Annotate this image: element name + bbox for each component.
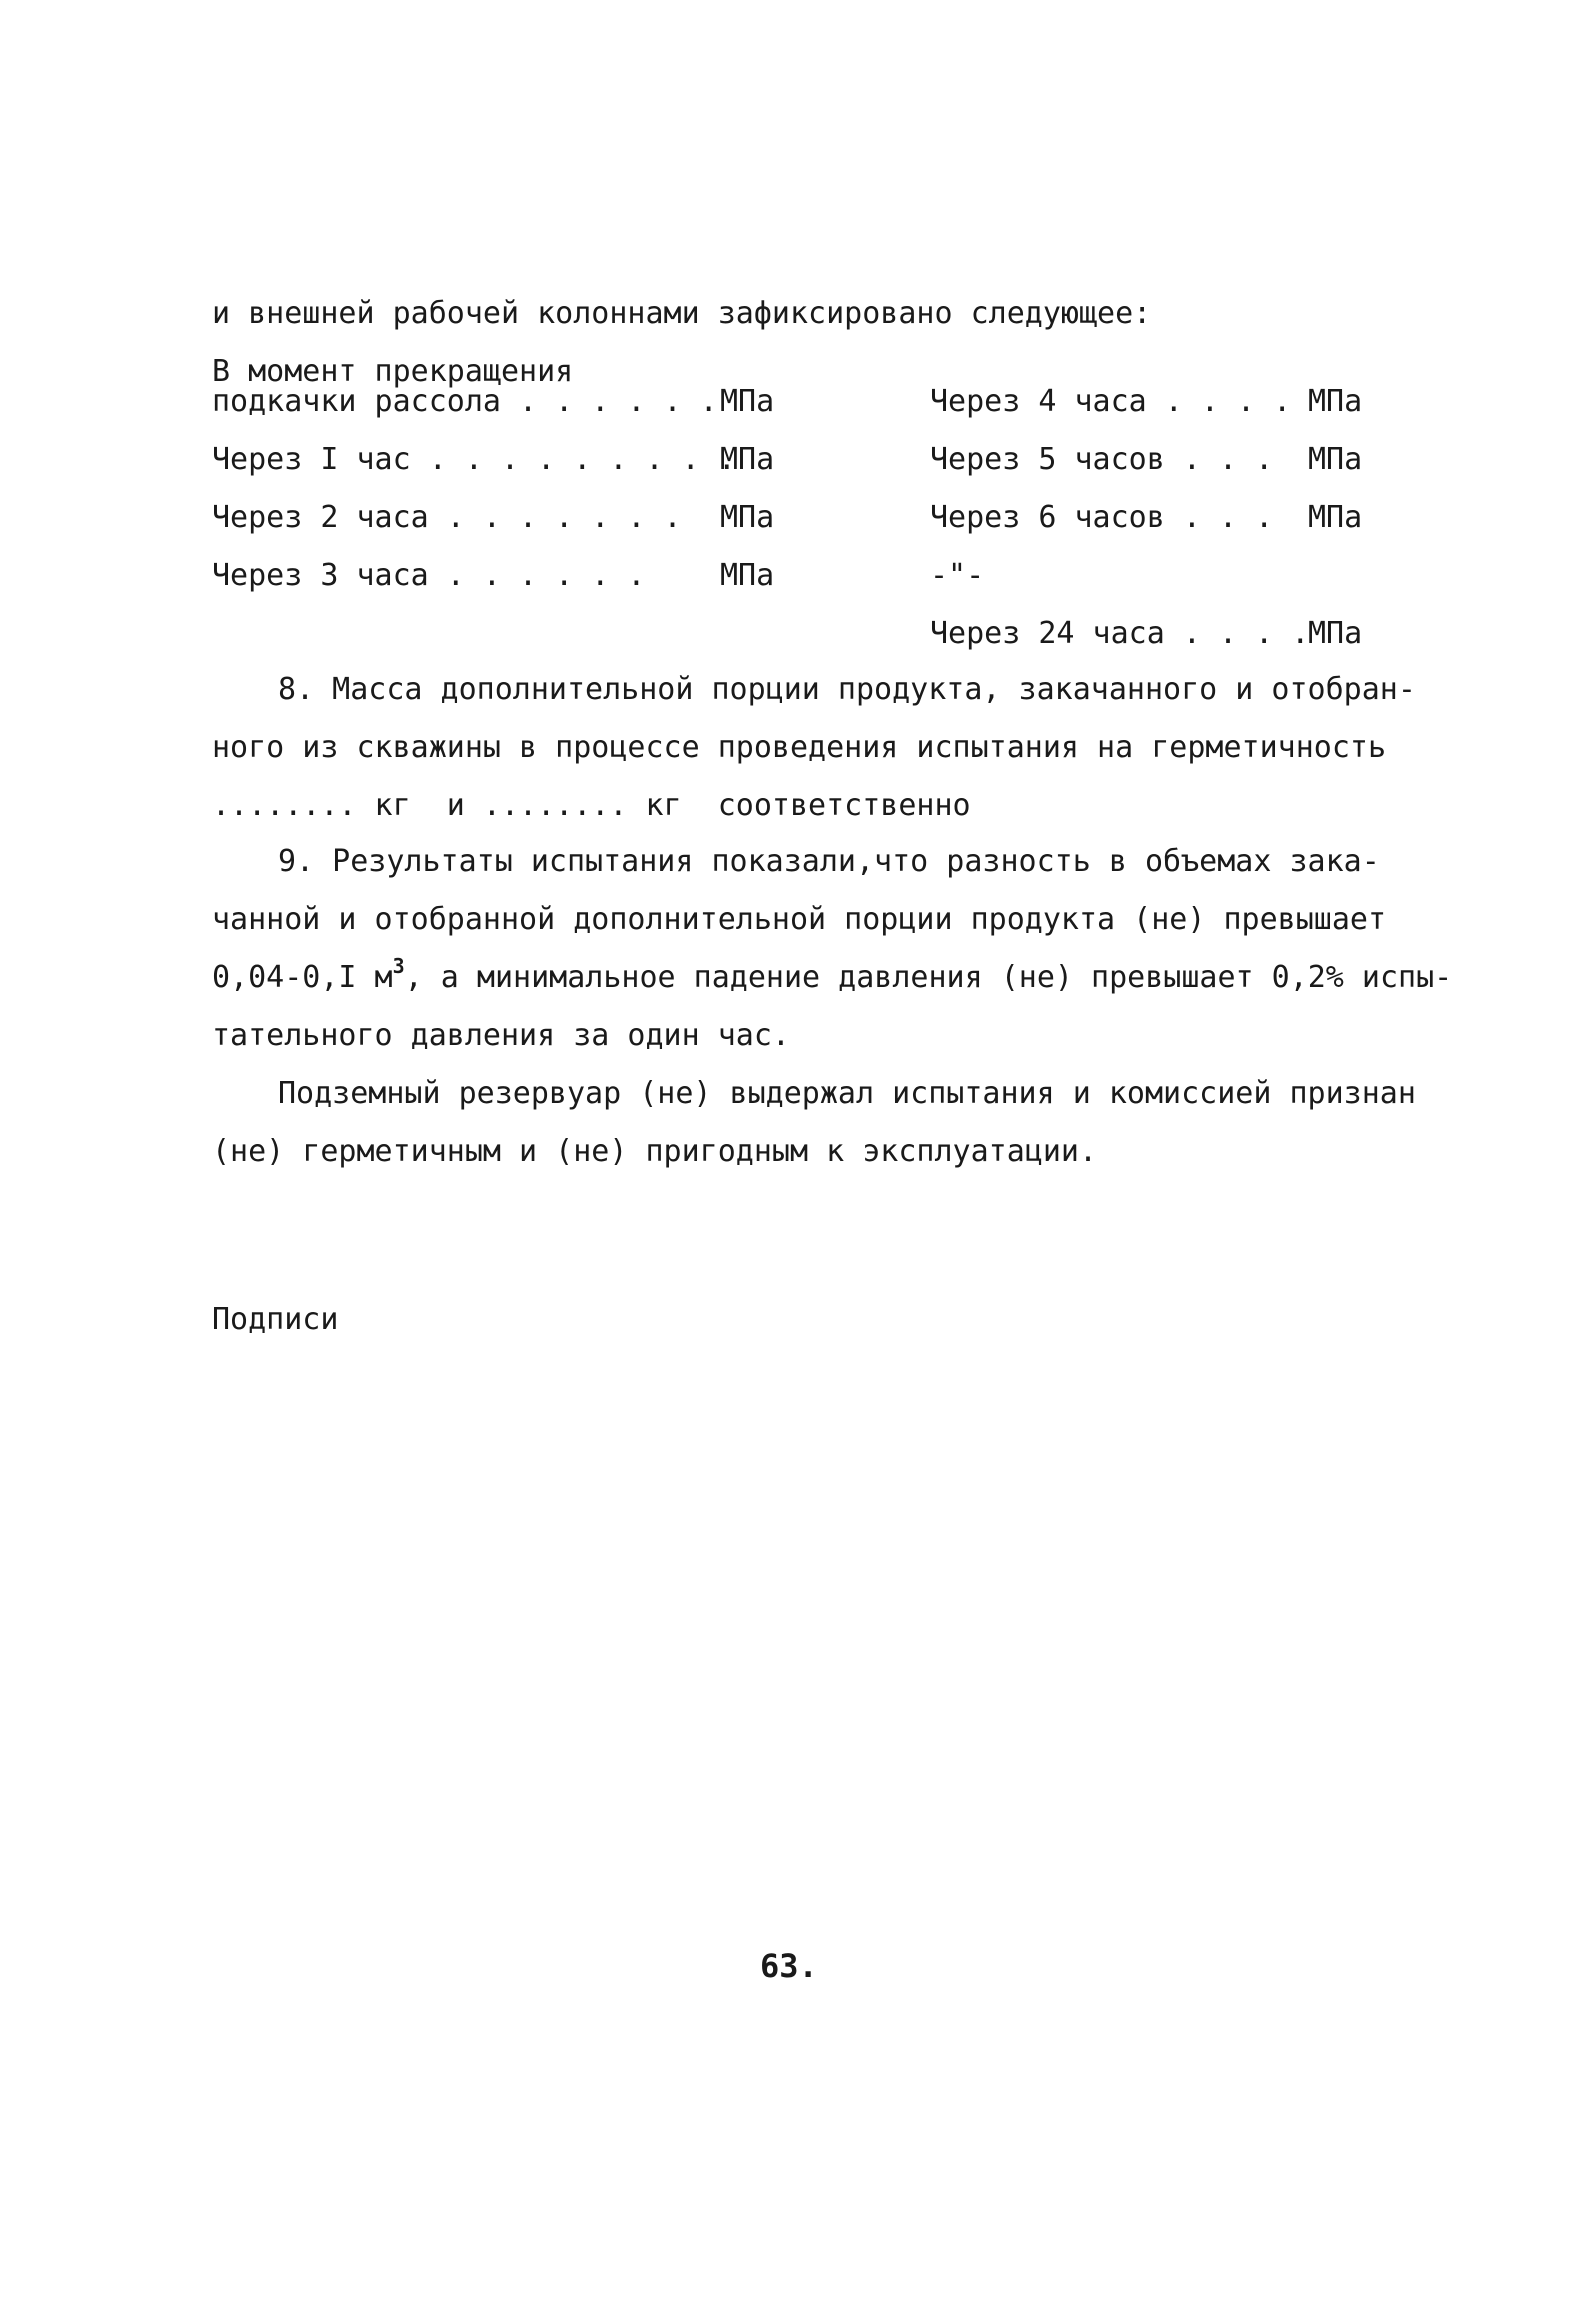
pressure-h24-unit: МПа (1308, 616, 1363, 651)
item8-line-2: ного из скважины в процессе проведения испытания на герметичность (212, 730, 1386, 765)
pressure-h1-unit: МПа (720, 442, 775, 477)
ditto-mark: -"- (930, 558, 985, 593)
pressure-h3-unit: МПа (720, 558, 775, 593)
conclusion-line-2: (не) герметичным и (не) пригодным к эксплуатации. (212, 1134, 1098, 1169)
pressure-h2-label: Через 2 часа . . . . . . . (212, 500, 682, 535)
pressure-h3-label: Через 3 часа . . . . . . (212, 558, 646, 593)
item9-line-3-start: 0,04-0,I м (212, 960, 393, 995)
item8-line-1: 8. Масса дополнительной порции продукта, закачанного и отобран- (278, 672, 1416, 707)
conclusion-line-1: Подземный резервуар (не) выдержал испытания и комиссией признан (278, 1076, 1416, 1111)
pressure-h4-label: Через 4 часа . . . . (930, 384, 1292, 419)
pressure-h6-label: Через 6 часов . . . (930, 500, 1274, 535)
pressure-h5-label: Через 5 часов . . . (930, 442, 1274, 477)
pressure-moment-label-2: подкачки рассола . . . . . . (212, 384, 718, 419)
pressure-h4-unit: МПа (1308, 384, 1363, 419)
item9-line-3 (212, 954, 1453, 996)
pressure-moment-unit: МПа (720, 384, 775, 419)
intro-line: и внешней рабочей колоннами зафиксировано следующее: (212, 296, 1152, 331)
item9-line-1: 9. Результаты испытания показали,что разность в объемах зака- (278, 844, 1380, 879)
item9-line-3-end: , а минимальное падение давления (не) превышает 0,2% испы- (404, 960, 1453, 995)
item8-line-3: ........ кг и ........ кг соответственно (212, 788, 971, 823)
pressure-h2-unit: МПа (720, 500, 775, 535)
pressure-h6-unit: МПа (1308, 500, 1363, 535)
pressure-moment-label-1: В момент прекращения (212, 354, 574, 389)
pressure-h5-unit: МПа (1308, 442, 1363, 477)
item9-line-2: чанной и отобранной дополнительной порции продукта (не) превышает (212, 902, 1386, 937)
pressure-h1-label: Через I час . . . . . . . . . (212, 442, 736, 477)
cubic-superscript: 3 (392, 954, 405, 978)
signatures-heading: Подписи (212, 1302, 339, 1337)
pressure-h24-label: Через 24 часа . . . . (930, 616, 1310, 651)
page-number: 63. (760, 1947, 818, 1985)
item9-line-4: тательного давления за один час. (212, 1018, 790, 1053)
